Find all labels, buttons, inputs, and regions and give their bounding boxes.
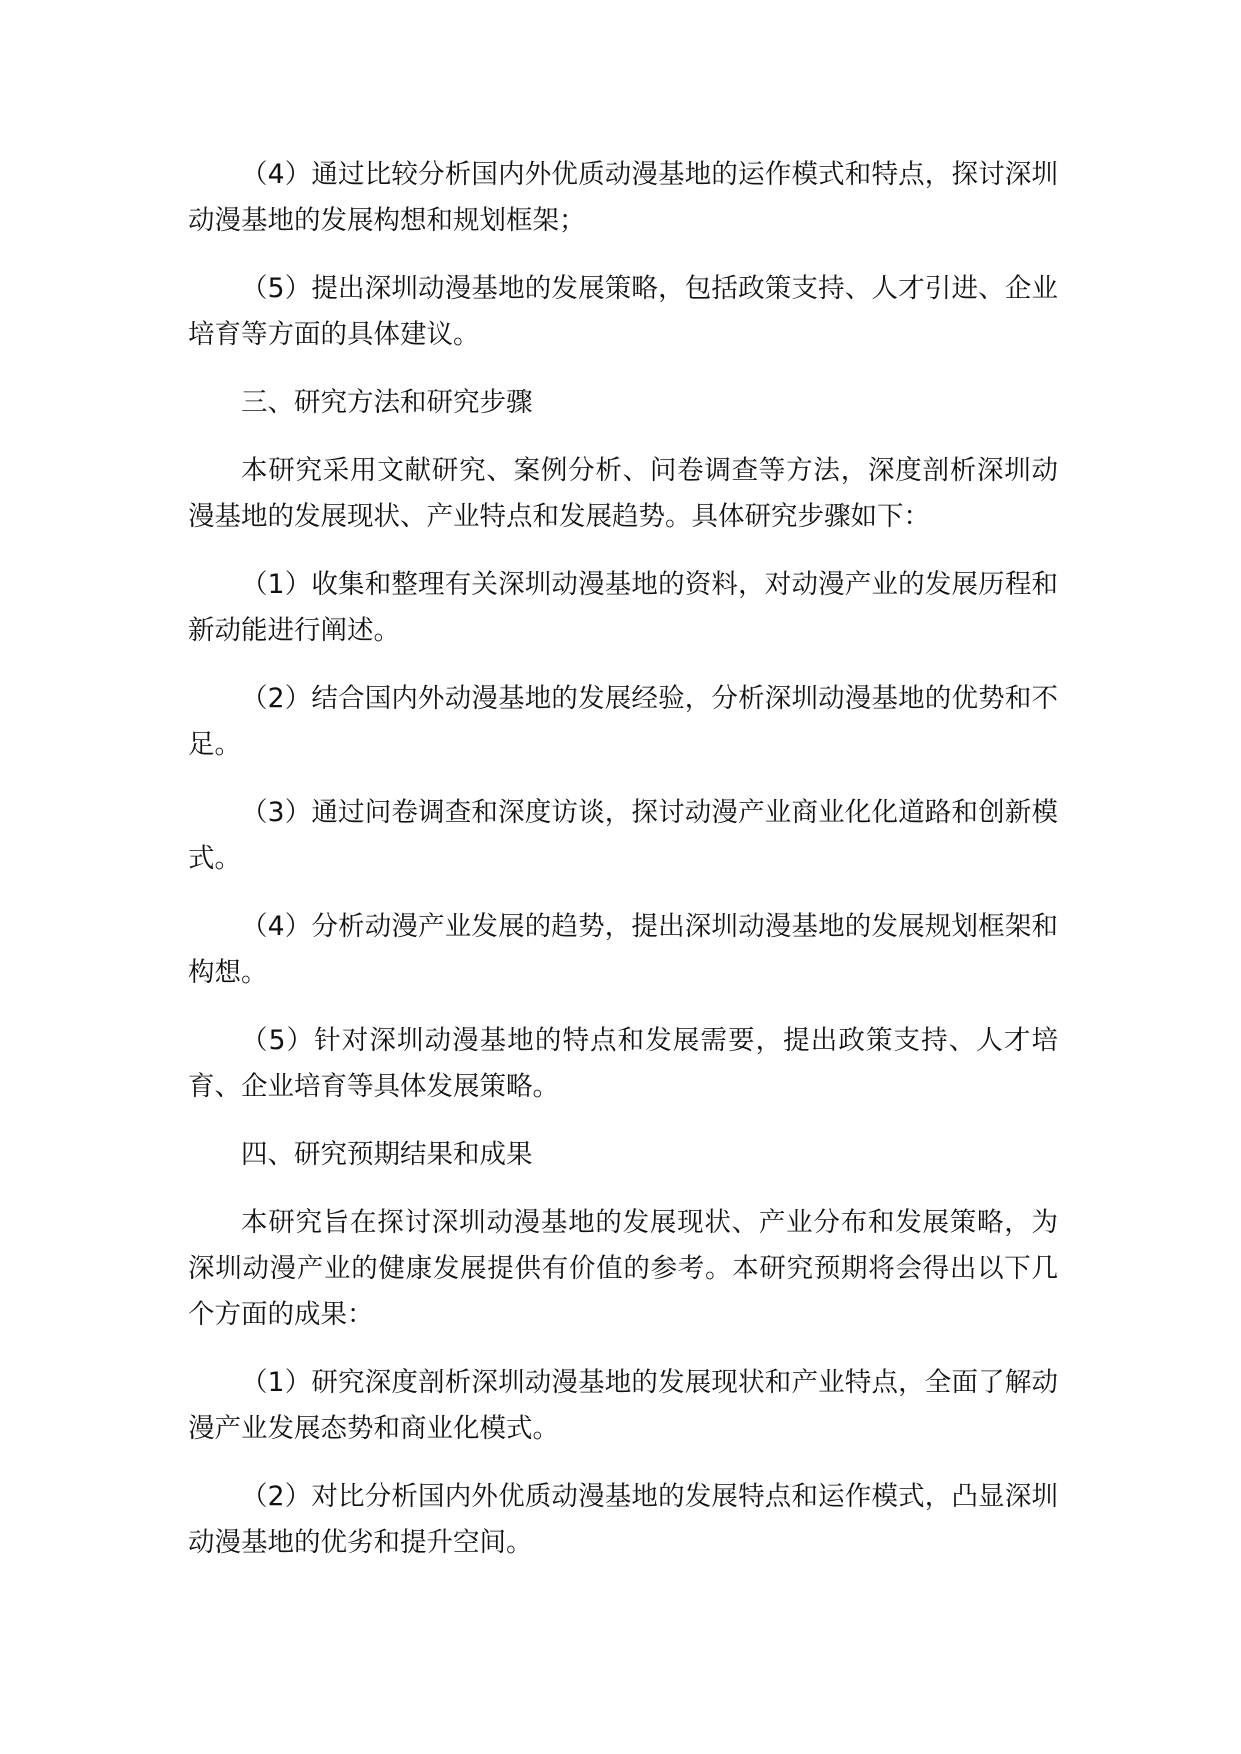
list-item: （3）通过问卷调查和深度访谈，探讨动漫产业商业化化道路和创新模式。 (188, 797, 1058, 874)
list-item: （1）收集和整理有关深圳动漫基地的资料，对动漫产业的发展历程和新动能进行阐述。 (188, 569, 1058, 646)
body-paragraph: 本研究采用文献研究、案例分析、问卷调查等方法，深度剖析深圳动漫基地的发展现状、产业特点和发展趋势。具体研究步骤如下： (188, 455, 1058, 532)
body-paragraph: 本研究旨在探讨深圳动漫基地的发展现状、产业分布和发展策略，为深圳动漫产业的健康发展提供有价值的参考。本研究预期将会得出以下几个方面的成果： (188, 1207, 1058, 1330)
list-item: （4）通过比较分析国内外优质动漫基地的运作模式和特点，探讨深圳动漫基地的发展构想和规划框架； (188, 159, 1058, 236)
document-body (188, 152, 1058, 1588)
list-item: （1）研究深度剖析深圳动漫基地的发展现状和产业特点，全面了解动漫产业发展态势和商业化模式。 (188, 1367, 1058, 1444)
section-heading: 三、研究方法和研究步骤 (241, 387, 533, 418)
section-heading: 四、研究预期结果和成果 (241, 1139, 533, 1170)
list-item: （2）对比分析国内外优质动漫基地的发展特点和运作模式，凸显深圳动漫基地的优劣和提升空间。 (188, 1481, 1058, 1558)
list-item: （5）针对深圳动漫基地的特点和发展需要，提出政策支持、人才培育、企业培育等具体发展策略。 (188, 1025, 1058, 1102)
list-item: （2）结合国内外动漫基地的发展经验，分析深圳动漫基地的优势和不足。 (188, 683, 1058, 760)
list-item: （4）分析动漫产业发展的趋势，提出深圳动漫基地的发展规划框架和构想。 (188, 911, 1058, 988)
list-item: （5）提出深圳动漫基地的发展策略，包括政策支持、人才引进、企业培育等方面的具体建议。 (188, 273, 1058, 350)
